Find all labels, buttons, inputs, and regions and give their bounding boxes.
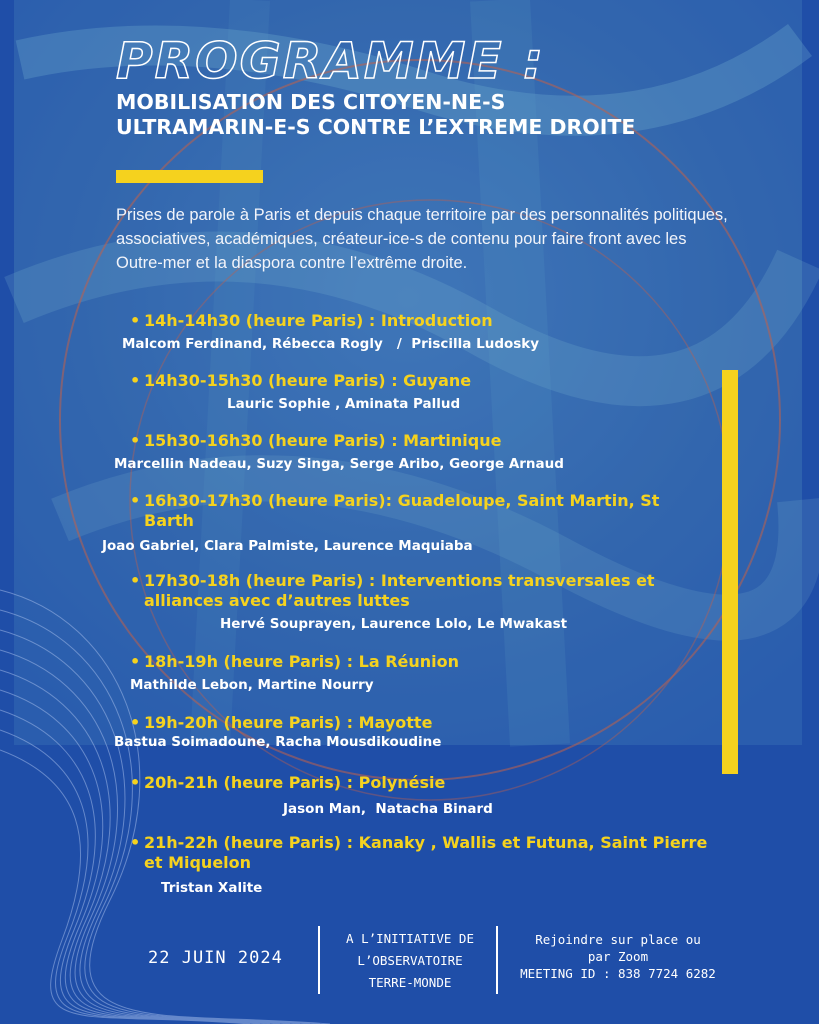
bullet-icon: • <box>130 491 141 510</box>
speakers-list: Lauric Sophie , Aminata Pallud <box>227 396 461 412</box>
subtitle-line-1: MOBILISATION DES CITOYEN-NE-S <box>116 90 506 114</box>
slot-label: 14h-14h30 (heure Paris) : Introduction <box>144 311 493 330</box>
speakers-list: Hervé Souprayen, Laurence Lolo, Le Mwakast <box>220 616 568 632</box>
schedule-slot <box>130 311 720 331</box>
bullet-icon: • <box>130 652 141 671</box>
bullet-icon: • <box>130 311 141 330</box>
bullet-icon: • <box>130 713 141 732</box>
join-line-1: Rejoindre sur place ou <box>535 932 701 947</box>
join-line-2: par Zoom <box>587 949 649 964</box>
schedule-slot <box>130 571 705 611</box>
subtitle-line-2: ULTRAMARIN-E-S CONTRE L’EXTREME DROITE <box>116 115 636 139</box>
initiative-line-2: L’OBSERVATOIRE <box>357 953 463 968</box>
schedule-slot <box>130 833 715 873</box>
schedule-slot <box>130 773 720 793</box>
slot-label: 21h-22h (heure Paris) : Kanaky , Wallis et Futuna, Saint Pierre et Miquelon <box>144 833 708 872</box>
speakers-list: Joao Gabriel, Clara Palmiste, Laurence Maquiaba <box>102 538 473 554</box>
slot-label: 14h30-15h30 (heure Paris) : Guyane <box>144 371 472 390</box>
slot-label: 20h-21h (heure Paris) : Polynésie <box>144 773 446 792</box>
yellow-divider <box>116 170 263 183</box>
slot-label: 19h-20h (heure Paris) : Mayotte <box>144 713 433 732</box>
event-date: 22 JUIN 2024 <box>148 948 283 968</box>
schedule-slot <box>130 491 710 531</box>
schedule-slot <box>130 652 720 672</box>
programme-title: PROGRAMME : <box>116 32 545 90</box>
meeting-id: MEETING ID : 838 7724 6282 <box>520 966 716 981</box>
page-subtitle <box>116 90 756 140</box>
footer-divider <box>318 926 320 994</box>
bullet-icon: • <box>130 571 141 590</box>
initiative-block <box>322 928 498 994</box>
speakers-list: Jason Man, Natacha Binard <box>283 801 493 817</box>
slot-label: 17h30-18h (heure Paris) : Interventions transversales et alliances avec d’autres luttes <box>144 571 655 610</box>
schedule-slot <box>130 713 720 733</box>
bullet-icon: • <box>130 773 141 792</box>
footer-divider <box>496 926 498 994</box>
slot-label: 16h30-17h30 (heure Paris): Guadeloupe, Saint Martin, St Barth <box>144 491 660 530</box>
yellow-side-bar <box>722 370 738 774</box>
initiative-line-3: TERRE-MONDE <box>368 975 452 990</box>
speakers-list: Marcellin Nadeau, Suzy Singa, Serge Aribo, George Arnaud <box>114 456 564 472</box>
slot-label: 18h-19h (heure Paris) : La Réunion <box>144 652 460 671</box>
bullet-icon: • <box>130 833 141 852</box>
speakers-list: Tristan Xalite <box>161 880 263 896</box>
speakers-list: Mathilde Lebon, Martine Nourry <box>130 677 374 693</box>
initiative-line-1: A L’INITIATIVE DE <box>346 931 474 946</box>
speakers-list: Malcom Ferdinand, Rébecca Rogly / Priscilla Ludosky <box>122 336 540 352</box>
speakers-list: Bastua Soimadoune, Racha Mousdikoudine <box>114 734 442 750</box>
bullet-icon: • <box>130 431 141 450</box>
bullet-icon: • <box>130 371 141 390</box>
join-block <box>500 931 736 982</box>
slot-label: 15h30-16h30 (heure Paris) : Martinique <box>144 431 502 450</box>
intro-paragraph: Prises de parole à Paris et depuis chaque territoire par des personnalités politiques, associatives, académiques, créateur-ice-s de contenu pour faire front avec les Outre-mer et la diaspora contre l’extrême droite. <box>116 206 728 272</box>
schedule-slot <box>130 371 720 391</box>
schedule-slot <box>130 431 720 451</box>
